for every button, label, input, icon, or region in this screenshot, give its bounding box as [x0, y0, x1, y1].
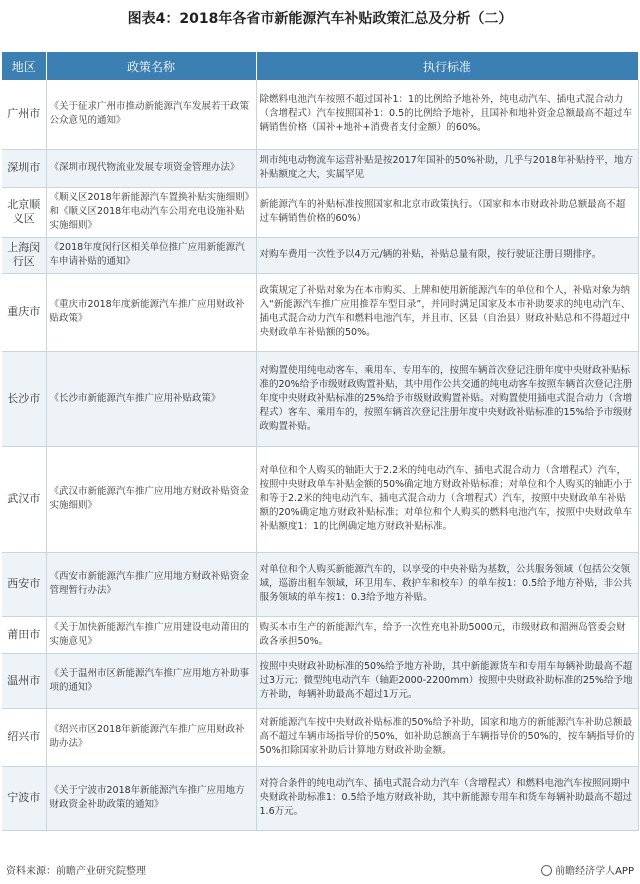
policy-cell: 《关于加快新能源汽车推广应用建设电动莆田的实施意见》 — [46, 616, 256, 653]
standard-cell: 圳市纯电动物流车运营补贴是按2017年国补的50%补助，几乎与2018年补贴持平，地方补贴额度之大，实属罕见 — [256, 149, 638, 187]
standard-cell: 按照中央财政补助标准的50%给予地方补助，其中新能源货车和专用车每辆补助最高不超过3万元；微型纯电动汽车（轴距2000-2200mm）按照中央财政补助标准的25%给予地方补助，每辆补助最高不超过1万元。 — [256, 653, 638, 708]
header-policy: 政策名称 — [46, 52, 256, 80]
table-row — [2, 273, 638, 351]
table-row — [2, 237, 638, 273]
table-row — [2, 552, 638, 616]
policy-cell: 《关于征求广州市推动新能源汽车发展若干政策公众意见的通知》 — [46, 80, 256, 149]
brand-logo-icon — [541, 865, 552, 876]
table-row — [2, 80, 638, 149]
region-cell: 温州市 — [2, 653, 46, 708]
table-row — [2, 149, 638, 187]
brand-label: 前瞻经济学人APP — [555, 866, 634, 877]
region-cell: 广州市 — [2, 80, 46, 149]
standard-cell: 除燃料电池汽车按照不超过国补1：1的比例给予地补外，纯电动汽车、插电式混合动力（含增程式）汽车按照国补1：0.5的比例给予地补，且国补和地补资金总额最高不超过车辆销售价格（国补+地补+消费者支付金额）的60%。 — [256, 80, 638, 149]
policy-cell: 《顺义区2018年新能源汽车置换补贴实施细则》和《顺义区2018年电动汽车公用充电设施补贴实施细则》 — [46, 187, 256, 237]
policy-cell: 《关于温州市区新能源汽车推广应用地方补助事项的通知》 — [46, 653, 256, 708]
policy-table — [2, 52, 639, 831]
page-title: 图表4：2018年各省市新能源汽车补贴政策汇总及分析（二） — [127, 11, 513, 27]
policy-cell: 《长沙市新能源汽车推广应用补贴政策》 — [46, 351, 256, 446]
policy-cell: 《西安市新能源汽车推广应用地方财政补贴资金管理暂行办法》 — [46, 552, 256, 616]
policy-cell: 《武汉市新能源汽车推广应用地方财政补贴资金实施细则》 — [46, 446, 256, 552]
standard-cell: 对单位和个人购买的轴距大于2.2米的纯电动汽车、插电式混合动力（含增程式）汽车，按照中央财政单车补贴金额的50%确定地方财政补贴标准；对单位和个人购买的轴距小于和等于2.2米的纯电动汽车、插电式混合动力（含增程式）汽车，按照中央财政单车补贴额的20%确定地方财政补贴标准；对单位和个人购买的燃料电池汽车，按照中央财政单车补贴额度1：1的比例确定地方财政补贴标准。 — [256, 446, 638, 552]
region-cell: 重庆市 — [2, 273, 46, 351]
table-header-row — [2, 52, 638, 80]
region-cell: 长沙市 — [2, 351, 46, 446]
standard-cell: 对购置使用纯电动客车、乘用车、专用车的，按照车辆首次登记注册年度中央财政补贴标准的20%给予市级财政购置补贴，其中用作公共交通的纯电动客车按照车辆首次登记注册年度中央财政补贴标准的25%给予市级财政购置补贴。对购置使用插电式混合动力（含增程式）客车、乘用车的，按照车辆首次登记注册年度中央财政补贴标准的15%给予市级财政购置补贴。 — [256, 351, 638, 446]
region-cell: 莆田市 — [2, 616, 46, 653]
header-standard: 执行标准 — [256, 52, 638, 80]
standard-cell: 对单位和个人购买新能源汽车的，以享受的中央补贴为基数，公共服务领域（包括公交领域，巡游出租车领域，环卫用车、救护车和校车）的单车按1：0.5给予地方补贴，非公共服务领域的单车按1：0.3给予地方补贴。 — [256, 552, 638, 616]
table-row — [2, 187, 638, 237]
table-row — [2, 766, 638, 830]
policy-cell: 《重庆市2018年度新能源汽车推广应用财政补贴政策》 — [46, 273, 256, 351]
standard-cell: 对购车费用一次性予以4万元/辆的补贴，补贴总量有限，按行驶证注册日期排序。 — [256, 237, 638, 273]
standard-cell: 购买本市生产的新能源汽车，给予一次性充电补助5000元，市级财政和湄洲岛管委会财政各承担50%。 — [256, 616, 638, 653]
standard-cell: 政策规定了补贴对象为在本市购买、上牌和使用新能源汽车的单位和个人，补贴对象为纳入“新能源汽车推广应用推荐车型目录”，并同时满足国家及本市补助要求的纯电动汽车、插电式混合动力汽车和燃料电池汽车，并且市、区县（自治县）财政补贴总和不得超过中央财政单车补贴额的50%。 — [256, 273, 638, 351]
standard-cell: 新能源汽车的补贴标准按照国家和北京市政策执行。（国家和本市财政补助总额最高不超过车辆销售价格的60%） — [256, 187, 638, 237]
policy-cell: 《深圳市现代物流业发展专项资金管理办法》 — [46, 149, 256, 187]
region-cell: 绍兴市 — [2, 708, 46, 766]
standard-cell: 对新能源汽车按中央财政补贴标准的50%给予补助，国家和地方的新能源汽车补助总额最高不超过车辆市场指导价的50%，如补助总额高于车辆指导价的50%的，按车辆指导价的50%扣除国家补助后计算地方财政补助金额。 — [256, 708, 638, 766]
region-cell: 西安市 — [2, 552, 46, 616]
source-note: 资料来源：前瞻产业研究院整理 — [6, 866, 146, 877]
policy-cell: 《2018年度闵行区相关单位推广应用新能源汽车申请补贴的通知》 — [46, 237, 256, 273]
table-row — [2, 446, 638, 552]
standard-cell: 对符合条件的纯电动汽车、插电式混合动力汽车（含增程式）和燃料电池汽车按照同期中央财政补助标准1：0.5给予地方财政补助，其中新能源专用车和货车每辆补助最高不超过1.6万元。 — [256, 766, 638, 830]
region-cell: 北京顺义区 — [2, 187, 46, 237]
region-cell: 宁波市 — [2, 766, 46, 830]
table-row — [2, 616, 638, 653]
brand-credit — [541, 862, 634, 877]
footer — [6, 860, 634, 880]
policy-cell: 《关于宁波市2018年新能源汽车推广应用地方财政资金补助政策的通知》 — [46, 766, 256, 830]
table-row — [2, 653, 638, 708]
header-region: 地区 — [2, 52, 46, 80]
region-cell: 上海闵行区 — [2, 237, 46, 273]
region-cell: 武汉市 — [2, 446, 46, 552]
table-row — [2, 351, 638, 446]
table-row — [2, 708, 638, 766]
region-cell: 深圳市 — [2, 149, 46, 187]
policy-cell: 《绍兴市区2018年新能源汽车推广应用财政补助办法》 — [46, 708, 256, 766]
